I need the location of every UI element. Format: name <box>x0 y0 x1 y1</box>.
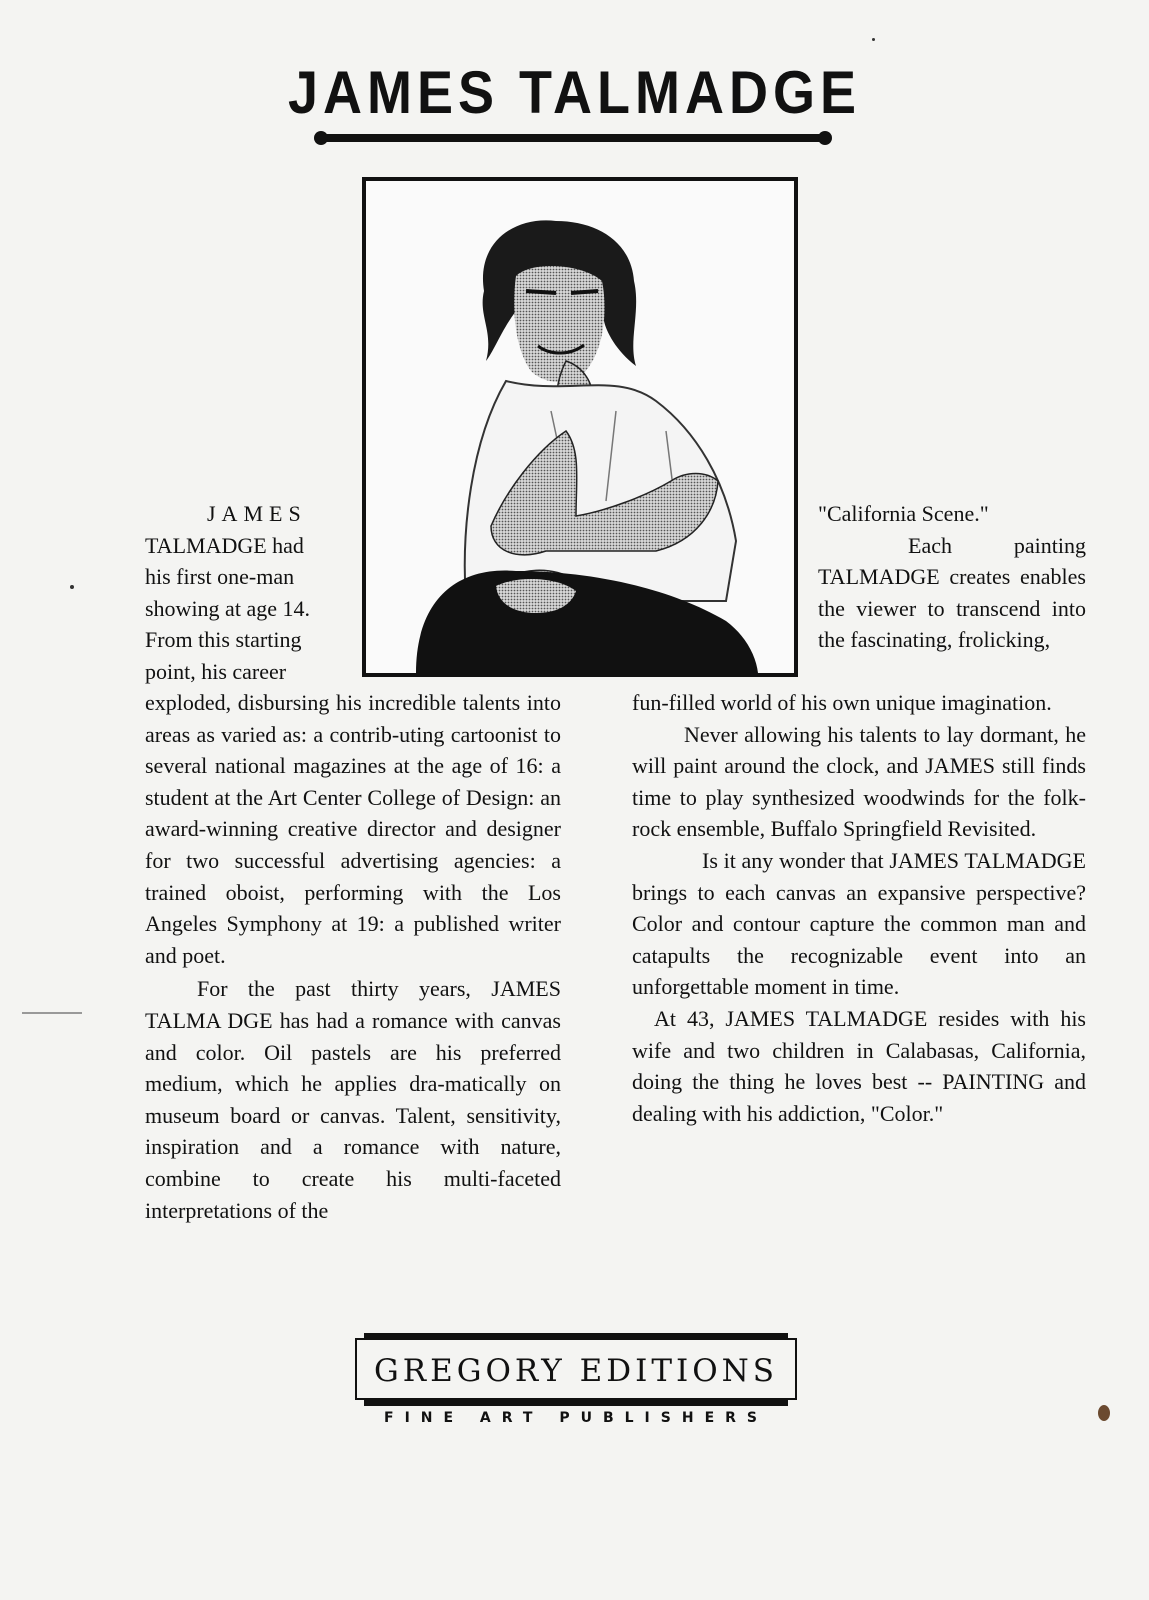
portrait-illustration <box>366 181 794 673</box>
text-line: his first one-man <box>145 564 295 590</box>
scan-speck <box>872 38 875 41</box>
title-underline-dot-left <box>314 131 328 145</box>
paragraph: Is it any wonder that JAMES TALMADGE brings to each canvas an expansive perspective? Color and contour capture the common man and catapults the recognizable event into an unforgettable moment in time. <box>632 847 1086 1000</box>
paragraph: At 43, JAMES TALMADGE resides with his wife and two children in Calabasas, California, doing the thing he loves best -- PAINTING and dealing with his addiction, "Color." <box>632 1005 1086 1126</box>
text-line: showing at age 14. <box>145 595 310 621</box>
publisher-tagline: FINE ART PUBLISHERS <box>384 1410 768 1426</box>
publisher-name: GREGORY EDITIONS <box>373 1353 779 1389</box>
title-underline <box>322 134 824 142</box>
intro-text-block <box>145 498 337 688</box>
title-underline-dot-right <box>818 131 832 145</box>
text-line: "California Scene." <box>818 501 989 526</box>
text-line: From this starting <box>145 627 302 653</box>
left-column-text <box>145 687 561 1226</box>
paragraph: Each painting TALMADGE creates enables the viewer to transcend into the fascinating, frolicking, <box>818 532 1086 653</box>
paragraph: fun-filled world of his own unique imagination. <box>632 690 1052 715</box>
text-line: JAMES <box>207 501 307 526</box>
text-line: point, his career <box>145 658 287 684</box>
text-line: TALMADGE had <box>145 532 304 558</box>
right-column-text <box>632 687 1086 1129</box>
scan-speck <box>1098 1405 1110 1421</box>
logo-bar-bottom <box>364 1399 788 1406</box>
paragraph: exploded, disbursing his incredible talents into areas as varied as: a contrib-uting cartoonist to several national magazines at the age of 16: a student at the Art Center College of Design: an award-winning creative director and designer for two successful advertising agencies: a trained oboist, performing with the Los Angeles Symphony at 19: a published writer and poet. <box>145 690 561 968</box>
portrait-photo <box>362 177 798 677</box>
scan-streak <box>22 1012 82 1014</box>
page-title: JAMES TALMADGE <box>287 59 861 127</box>
right-intro-text-block <box>818 498 1086 656</box>
paragraph: Never allowing his talents to lay dormant, he will paint around the clock, and JAMES still finds time to play synthesized woodwinds for the folk-rock ensemble, Buffalo Springfield Revisited. <box>632 721 1086 842</box>
scan-speck <box>70 585 74 589</box>
paragraph: For the past thirty years, JAMES TALMA DGE has had a romance with canvas and color. Oil pastels are his preferred medium, which he applies dra-matically on museum board or canvas. Talent, sensitivity, inspiration and a romance with nature, combine to create his multi-faceted interpretations of the <box>145 976 561 1223</box>
